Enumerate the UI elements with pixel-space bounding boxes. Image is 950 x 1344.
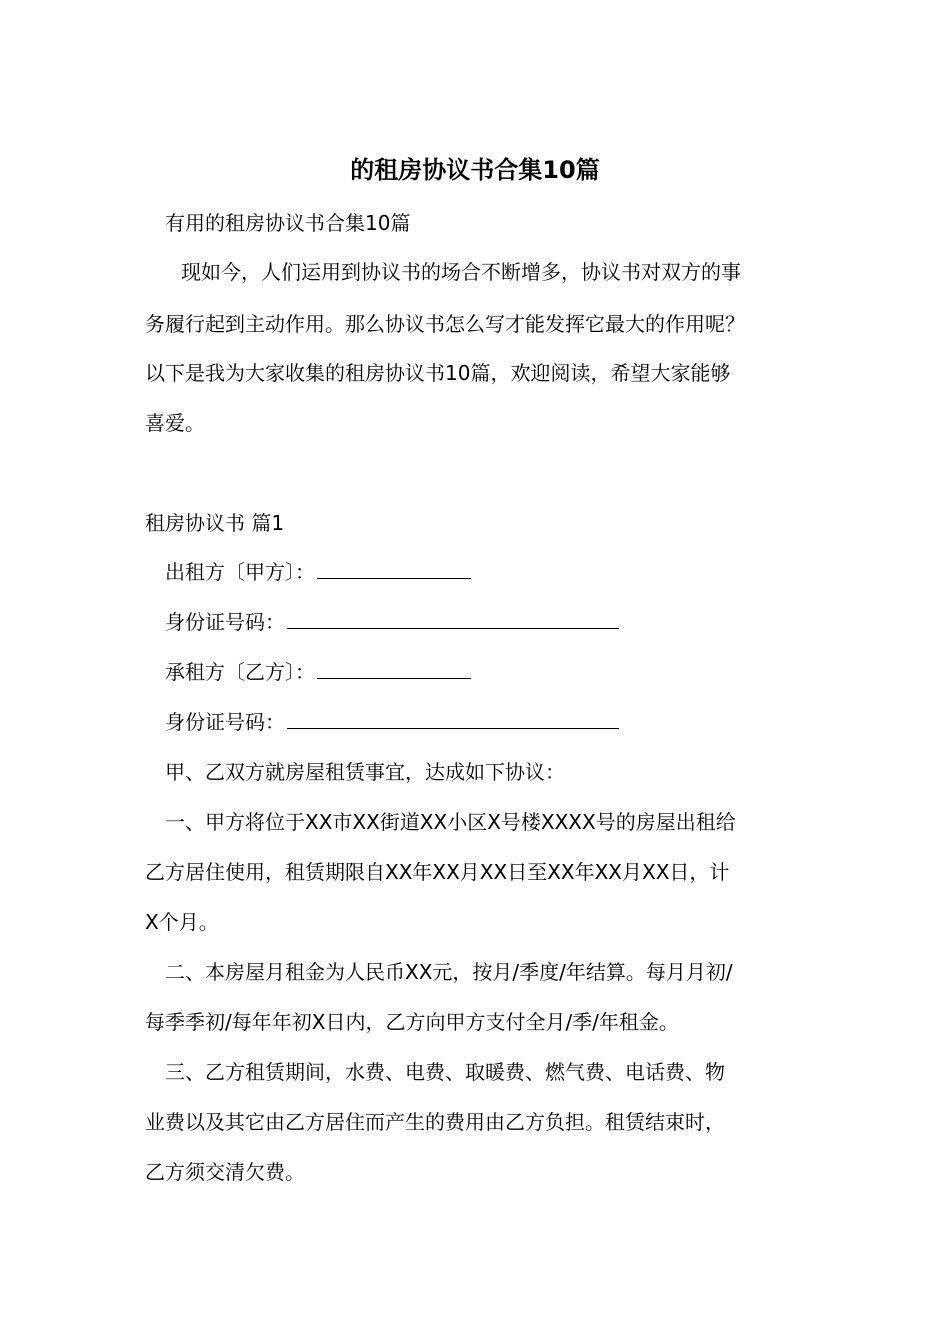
document-title: 的租房协议书合集10篇	[350, 156, 600, 184]
lessor-id-label: 身份证号码：	[165, 610, 285, 634]
section-heading: 租房协议书 篇1	[145, 511, 285, 535]
lessee-label: 承租方〔乙方〕：	[165, 660, 315, 684]
clause2-line-2: 每季季初/每年年初X日内，乙方向甲方支付全月/季/年租金。	[145, 1010, 679, 1034]
lessee-id-label: 身份证号码：	[165, 710, 285, 734]
intro-line-2: 务履行起到主动作用。那么协议书怎么写才能发挥它最大的作用呢？	[145, 312, 745, 336]
lessor-field	[165, 557, 471, 587]
lessee-blank-line	[317, 658, 471, 679]
document-subtitle: 有用的租房协议书合集10篇	[165, 211, 411, 235]
clause3-line-3: 乙方须交清欠费。	[145, 1160, 305, 1184]
clause1-line-3: X个月。	[145, 910, 219, 934]
lessor-blank-line	[317, 558, 471, 579]
clause1-line-2: 乙方居住使用，租赁期限自XX年XX月XX日至XX年XX月XX日，计	[145, 860, 730, 884]
intro-line-1: 现如今，人们运用到协议书的场合不断增多，协议书对双方的事	[181, 260, 741, 284]
lessee-id-field	[165, 707, 619, 737]
lessee-field	[165, 657, 471, 687]
clause2-line-1: 二、本房屋月租金为人民币XX元，按月/季度/年结算。每月月初/	[165, 960, 733, 984]
clause3-line-1: 三、乙方租赁期间，水费、电费、取暖费、燃气费、电话费、物	[165, 1060, 725, 1084]
clause3-line-2: 业费以及其它由乙方居住而产生的费用由乙方负担。租赁结束时，	[145, 1110, 725, 1134]
lessor-label: 出租方〔甲方〕：	[165, 560, 315, 584]
intro-line-4: 喜爱。	[145, 411, 205, 435]
lessee-id-blank-line	[287, 708, 619, 729]
lessor-id-blank-line	[287, 608, 619, 629]
clause1-line-1: 一、甲方将位于XX市XX街道XX小区X号楼XXXX号的房屋出租给	[165, 810, 736, 834]
agreement-intro: 甲、乙双方就房屋租赁事宜，达成如下协议：	[165, 760, 565, 784]
lessor-id-field	[165, 607, 619, 637]
intro-line-3: 以下是我为大家收集的租房协议书10篇，欢迎阅读，希望大家能够	[145, 361, 731, 385]
